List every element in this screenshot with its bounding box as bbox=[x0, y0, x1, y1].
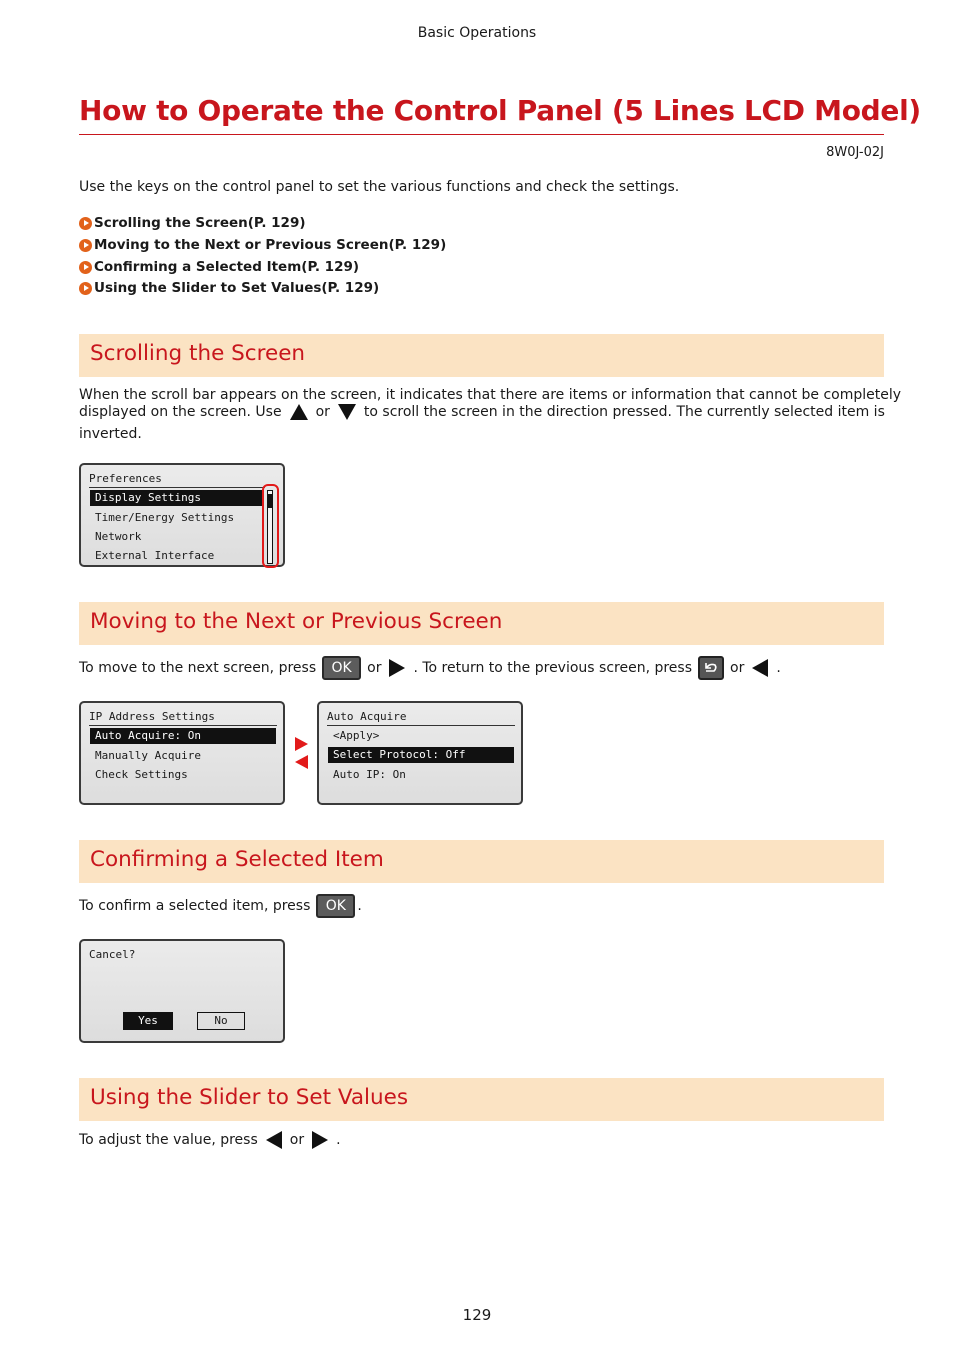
link-arrow-icon bbox=[79, 217, 92, 230]
section-heading: Scrolling the Screen bbox=[90, 341, 306, 366]
lcd-screen-preferences bbox=[79, 463, 285, 567]
lcd-item: Network bbox=[95, 530, 142, 543]
ok-key-icon: OK bbox=[322, 656, 361, 680]
lcd-item: <Apply> bbox=[333, 729, 380, 742]
lcd-title: IP Address Settings bbox=[89, 710, 215, 723]
text-fragment: To adjust the value, press bbox=[79, 1132, 258, 1148]
intro-text: Use the keys on the control panel to set the various functions and check the settings. bbox=[79, 179, 680, 195]
toc-link-slider[interactable] bbox=[79, 280, 379, 296]
lcd-yes-button: Yes bbox=[123, 1012, 173, 1030]
up-key-icon bbox=[290, 404, 308, 420]
page-number: 129 bbox=[462, 1306, 492, 1324]
section-heading: Using the Slider to Set Values bbox=[90, 1085, 409, 1110]
text-fragment: . bbox=[776, 660, 781, 676]
toc-link-scrolling[interactable] bbox=[79, 215, 306, 231]
lcd-divider bbox=[327, 725, 515, 726]
lcd-no-button: No bbox=[197, 1012, 245, 1030]
toc-link-moving[interactable] bbox=[79, 237, 446, 253]
section-header-moving bbox=[79, 602, 884, 645]
lcd-item: Timer/Energy Settings bbox=[95, 511, 235, 524]
lcd-item: Auto IP: On bbox=[333, 768, 406, 781]
ok-key-icon: OK bbox=[316, 894, 355, 918]
toc-link-label: Moving to the Next or Previous Screen(P. 129) bbox=[94, 237, 447, 253]
lcd-screen-ip-settings bbox=[79, 701, 285, 805]
text-fragment: or bbox=[367, 660, 382, 676]
lcd-title: Cancel? bbox=[89, 948, 136, 961]
toc-link-label: Using the Slider to Set Values(P. 129) bbox=[94, 280, 380, 296]
lcd-item: External Interface bbox=[95, 549, 215, 562]
toc-link-label: Scrolling the Screen(P. 129) bbox=[94, 215, 306, 231]
link-arrow-icon bbox=[79, 261, 92, 274]
toc-link-label: Confirming a Selected Item(P. 129) bbox=[94, 259, 360, 275]
text-fragment: To move to the next screen, press bbox=[79, 660, 317, 676]
slider-text bbox=[79, 1131, 341, 1149]
left-key-icon bbox=[752, 659, 768, 677]
link-arrow-icon bbox=[79, 239, 92, 252]
scrollbar-highlight bbox=[262, 484, 279, 568]
lcd-item: Check Settings bbox=[95, 768, 188, 781]
left-key-icon bbox=[266, 1131, 282, 1149]
scrolling-text-line3: inverted. bbox=[79, 426, 142, 442]
text-fragment: displayed on the screen. Use bbox=[79, 404, 282, 420]
lcd-item-selected: Select Protocol: Off bbox=[328, 747, 514, 763]
text-fragment: . bbox=[336, 1132, 341, 1148]
down-key-icon bbox=[338, 404, 356, 420]
section-heading: Moving to the Next or Previous Screen bbox=[90, 609, 503, 634]
scrolling-text-line1: When the scroll bar appears on the screen, it indicates that there are items or information that cannot be completely bbox=[79, 387, 902, 403]
lcd-item-selected: Auto Acquire: On bbox=[90, 728, 276, 744]
lcd-item: Manually Acquire bbox=[95, 749, 201, 762]
text-fragment: To confirm a selected item, press bbox=[79, 898, 311, 914]
text-fragment: . bbox=[357, 898, 362, 914]
right-key-icon bbox=[389, 659, 405, 677]
section-heading: Confirming a Selected Item bbox=[90, 847, 384, 872]
lcd-screen-cancel bbox=[79, 939, 285, 1043]
right-key-icon bbox=[312, 1131, 328, 1149]
lcd-divider bbox=[89, 725, 277, 726]
confirming-text bbox=[79, 894, 362, 918]
link-arrow-icon bbox=[79, 282, 92, 295]
title-rule bbox=[79, 134, 884, 135]
next-arrow-icon bbox=[295, 737, 308, 751]
toc-link-confirming[interactable] bbox=[79, 259, 359, 275]
lcd-screen-auto-acquire bbox=[317, 701, 523, 805]
lcd-item-selected: Display Settings bbox=[90, 490, 262, 506]
lcd-divider bbox=[89, 487, 265, 488]
scrolling-text-line2 bbox=[79, 404, 885, 420]
previous-arrow-icon bbox=[295, 755, 308, 769]
section-header-confirming bbox=[79, 840, 884, 883]
doc-id: 8W0J-02J bbox=[826, 145, 884, 160]
lcd-title: Auto Acquire bbox=[327, 710, 407, 723]
section-header-scrolling bbox=[79, 334, 884, 377]
running-header: Basic Operations bbox=[417, 25, 537, 41]
lcd-title: Preferences bbox=[89, 472, 162, 485]
text-fragment: or bbox=[315, 404, 330, 420]
text-fragment: to scroll the screen in the direction pressed. The currently selected item is bbox=[363, 404, 885, 420]
back-key-icon bbox=[698, 656, 724, 680]
text-fragment: or bbox=[289, 1132, 305, 1148]
text-fragment: . To return to the previous screen, press bbox=[413, 660, 693, 676]
moving-text bbox=[79, 656, 781, 680]
text-fragment: or bbox=[730, 660, 745, 676]
section-header-slider bbox=[79, 1078, 884, 1121]
page-title: How to Operate the Control Panel (5 Lines LCD Model) bbox=[79, 94, 921, 127]
